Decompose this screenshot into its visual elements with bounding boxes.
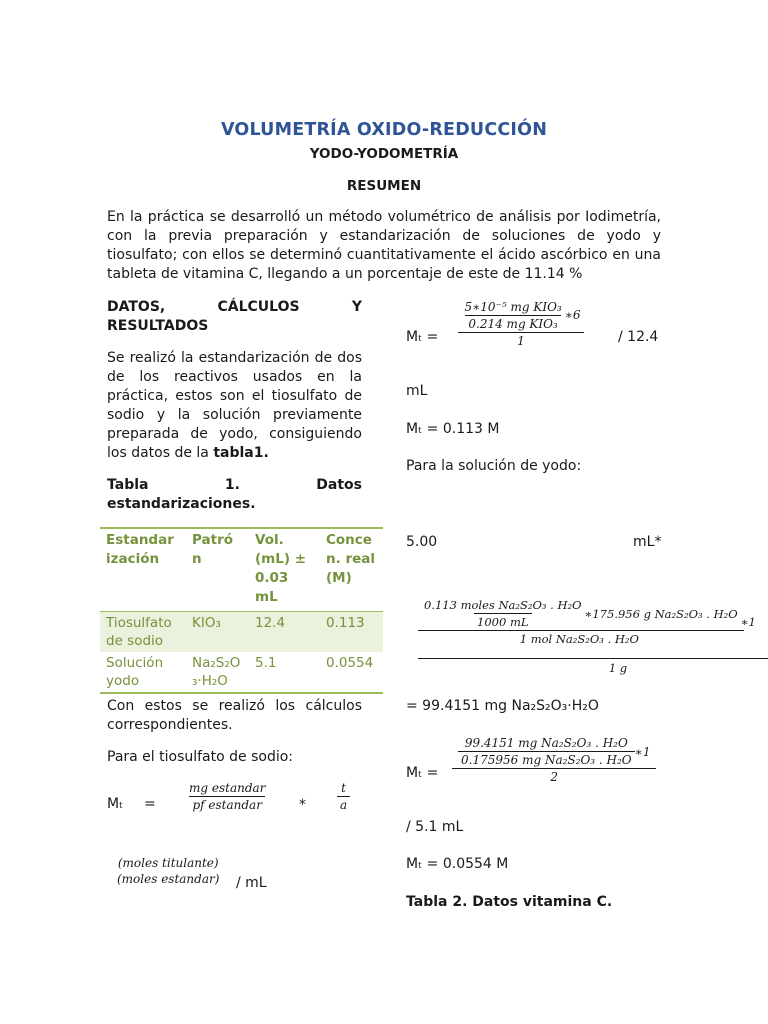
fraction-numerator: t [341,781,346,795]
result-yodo: Mₜ = 0.0554 M [406,856,509,872]
formula-unit-ml: / mL [236,875,267,891]
fraction-denominator: 1 [458,332,584,348]
table-cell: Tiosulfato de sodio [100,612,186,653]
fraction-numerator: 5∗10⁻⁵ mg KIO₃ [464,300,562,314]
estandarizacion-paragraph [107,349,362,463]
formula3-multiplier: ∗175.956 g Na₂S₂O₃ . H₂O [584,606,738,621]
fraction-numerator: mg estandar [189,781,266,795]
table-cell: Solución yodo [106,655,164,689]
table2-caption: Tabla 2. Datos vitamina C. [406,894,613,910]
fraction-numerator: 0.113 moles Na₂S₂O₃ . H₂O [424,598,582,612]
table1-header-cell: Patró n [192,532,234,567]
fraction-numerator: (moles titulante) [117,856,219,870]
formula4-numerator [455,736,653,768]
formula-times: * [299,797,306,813]
formula2-numerator [458,300,583,332]
section-heading-line1: DATOS, CÁLCULOS Y [107,299,362,315]
table-cell: 5.1 [255,655,277,671]
table1-header-cell: Vol. (mL) ± 0.03 mL [255,532,307,605]
fraction-denominator: 0.214 mg KIO₃ [465,315,560,331]
table1-header-row [100,528,383,612]
formula4-divisor: / 5.1 mL [406,819,464,835]
section-heading-line2: RESULTADOS [107,318,209,334]
table-row [100,652,383,693]
formula-fraction-moles [114,856,222,886]
table-cell: 0.0554 [326,655,374,671]
tiosulfato-label: Para el tiosulfato de sodio: [107,749,294,765]
document-title: VOLUMETRÍA OXIDO-REDUCCIÓN [220,120,548,140]
table-cell: 12.4 [249,612,320,653]
formula-fraction-t-a [337,781,350,812]
table1-header-cell: Estandar ización [106,532,174,567]
fraction-denominator: 0.175956 mg Na₂S₂O₃ . H₂O [458,751,635,767]
yodo-label: Para la solución de yodo: [406,458,582,474]
table1-caption-line1: Tabla 1. Datos [107,477,362,493]
document-subtitle: YODO-YODOMETRÍA [309,146,459,162]
calculos-paragraph: Con estos se realizó los cálculos correspondientes. [107,698,362,733]
table-row [100,612,383,653]
formula4-multiplier: ∗1 [634,744,651,759]
formula2-lhs: Mₜ = [406,329,439,345]
formula-mt-lhs: Mₜ [107,796,124,812]
formula4-fraction [455,736,653,784]
fraction-numerator: 99.4151 mg Na₂S₂O₃ . H₂O [464,736,628,750]
result-mass: = 99.4151 mg Na₂S₂O₃·H₂O [406,698,599,714]
formula2-divisor: / 12.4 [618,329,659,345]
formula3 [418,598,768,646]
formula2-multiplier: ∗6 [564,308,581,322]
table-cell: 0.113 [320,612,383,653]
result-tiosulfato: Mₜ = 0.113 M [406,421,500,437]
table1-header-cell: Conce n. real (M) [326,532,375,586]
fraction-denominator: 1000 mL [474,613,531,629]
table1-reference: tabla1. [213,445,269,461]
fraction-denominator: pf estandar [189,796,264,812]
fraction-denominator: 2 [452,768,656,784]
resumen-paragraph: En la práctica se desarrolló un método volumétrico de análisis por Iodimetría, con la previa preparación y estandarización de soluciones de yodo y tiosulfato; con ellos se determinó cuantitativamente el ácido ascórbico en una tableta de vitamina C, llegando a un porcentaje de este de 11.14 % [107,209,661,282]
fraction-denominator: 1 mol Na₂S₂O₃ . H₂O [418,630,744,646]
formula2-unit-line: mL [406,383,428,399]
resumen-heading: RESUMEN [346,178,422,194]
formula-equals: = [144,796,156,812]
fraction-denominator: a [337,796,350,812]
formula3-tail: ∗1 [740,615,756,629]
formula4-lhs: Mₜ = [406,765,439,781]
table1-caption-line2: estandarizaciones. [107,496,256,512]
table-cell: Na₂S₂O₃·H₂O [192,655,241,689]
formula3-main-bar [418,658,768,659]
volume-value: 5.00 [406,534,438,550]
volume-unit: mL* [633,534,662,550]
estandarizacion-text: Se realizó la estandarización de dos de los reactivos usados en la práctica, estos son el tiosulfato de sodio y la solución previamente preparada de yodo, consiguiendo los datos de la [107,350,362,461]
fraction-denominator: (moles estandar) [117,872,220,886]
table1-container [100,527,383,694]
formula-fraction-mg-pf [186,781,268,812]
table1 [100,527,383,694]
formula3-outer-denominator: 1 g [608,661,628,675]
table-cell: KIO₃ [186,612,249,653]
formula2-fraction [458,300,584,348]
